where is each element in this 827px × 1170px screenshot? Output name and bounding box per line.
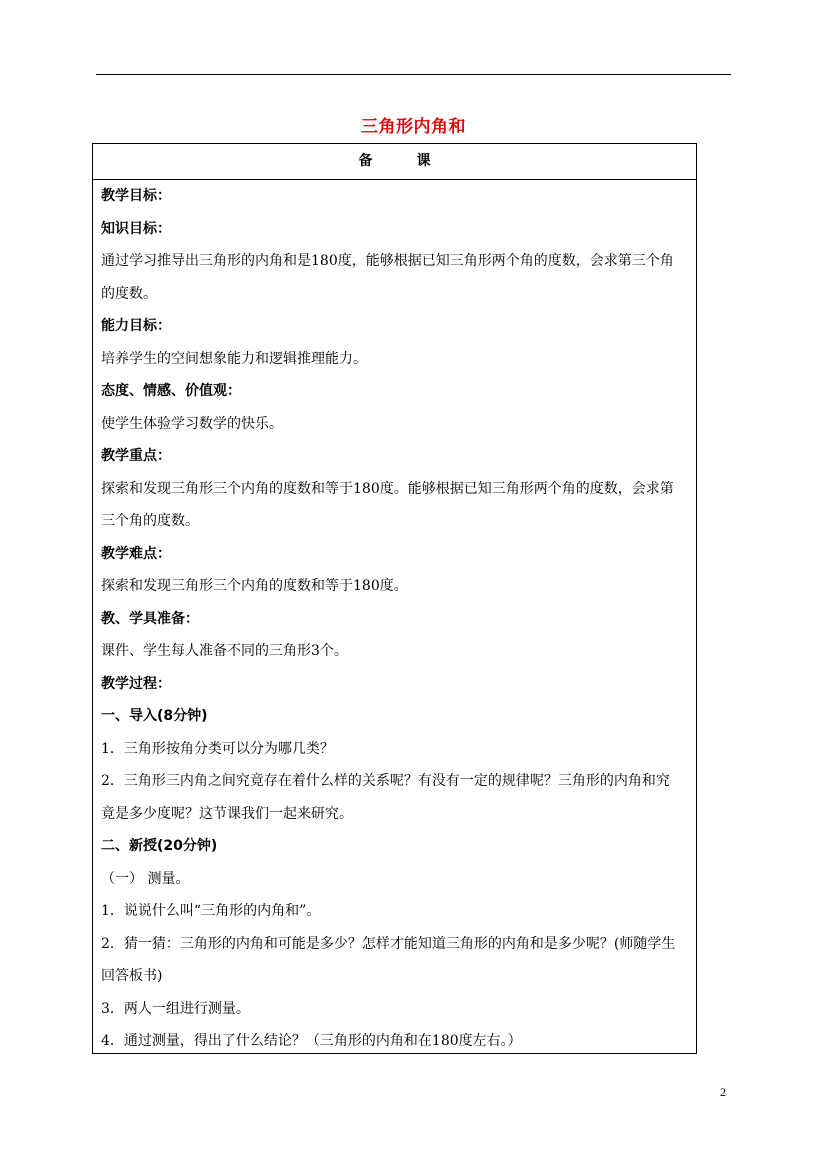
key-points-heading: 教学重点： xyxy=(101,448,171,464)
section1-heading: 一、导入(8分钟) xyxy=(101,708,208,724)
key-points-line2: 三个角的度数。 xyxy=(101,513,199,529)
process-heading: 教学过程： xyxy=(101,675,171,692)
page-number: 2 xyxy=(720,1085,726,1099)
knowledge-text-line1: 通过学习推导出三角形的内角和是180度，能够根据已知三角形两个角的度数，会求第三个角 xyxy=(101,253,674,269)
difficulty-heading: 教学难点： xyxy=(101,545,171,562)
key-points-line1: 探索和发现三角形三个内角的度数和等于180度。能够根据已知三角形两个角的度数，会求第 xyxy=(101,480,674,497)
subsection1-item2-line1: 2．猜一猜：三角形的内角和可能是多少？怎样才能知道三角形的内角和是多少呢？(师随学生 xyxy=(101,935,676,952)
difficulty-text: 探索和发现三角形三个内角的度数和等于180度。 xyxy=(101,578,408,594)
subsection1-item4: 4．通过测量，得出了什么结论？（三角形的内角和在180度左右。） xyxy=(101,1033,522,1049)
subsection1-heading: （一） 测量。 xyxy=(101,870,190,887)
lesson-table xyxy=(92,143,697,1054)
table-body xyxy=(93,180,696,1058)
attitude-text: 使学生体验学习数学的快乐。 xyxy=(101,415,283,432)
ability-heading: 能力目标： xyxy=(101,318,171,334)
objectives-heading: 教学目标： xyxy=(101,188,171,204)
subsection1-item1: 1．说说什么叫“三角形的内角和”。 xyxy=(101,903,321,919)
attitude-heading: 态度、情感、价值观： xyxy=(101,383,241,399)
document-title: 三角形内角和 xyxy=(361,117,466,137)
materials-text: 课件、学生每人准备不同的三角形3个。 xyxy=(101,643,348,659)
section1-item2-line2: 竟是多少度呢？这节课我们一起来研究。 xyxy=(101,805,353,822)
subsection1-item3: 3．两人一组进行测量。 xyxy=(101,1000,250,1017)
section2-heading: 二、新授(20分钟) xyxy=(101,838,218,854)
table-header: 备课 xyxy=(93,144,696,180)
header-rule xyxy=(96,74,731,75)
ability-text: 培养学生的空间想象能力和逻辑推理能力。 xyxy=(101,350,367,367)
materials-heading: 教、学具准备： xyxy=(101,610,199,627)
subsection1-item2-line2: 回答板书) xyxy=(101,968,163,984)
section1-item2-line1: 2．三角形三内角之间究竟存在着什么样的关系呢？有没有一定的规律呢？三角形的内角和究 xyxy=(101,773,670,789)
knowledge-text-line2: 的度数。 xyxy=(101,285,157,302)
knowledge-heading: 知识目标： xyxy=(101,220,171,237)
section1-item1: 1．三角形按角分类可以分为哪几类？ xyxy=(101,740,334,757)
